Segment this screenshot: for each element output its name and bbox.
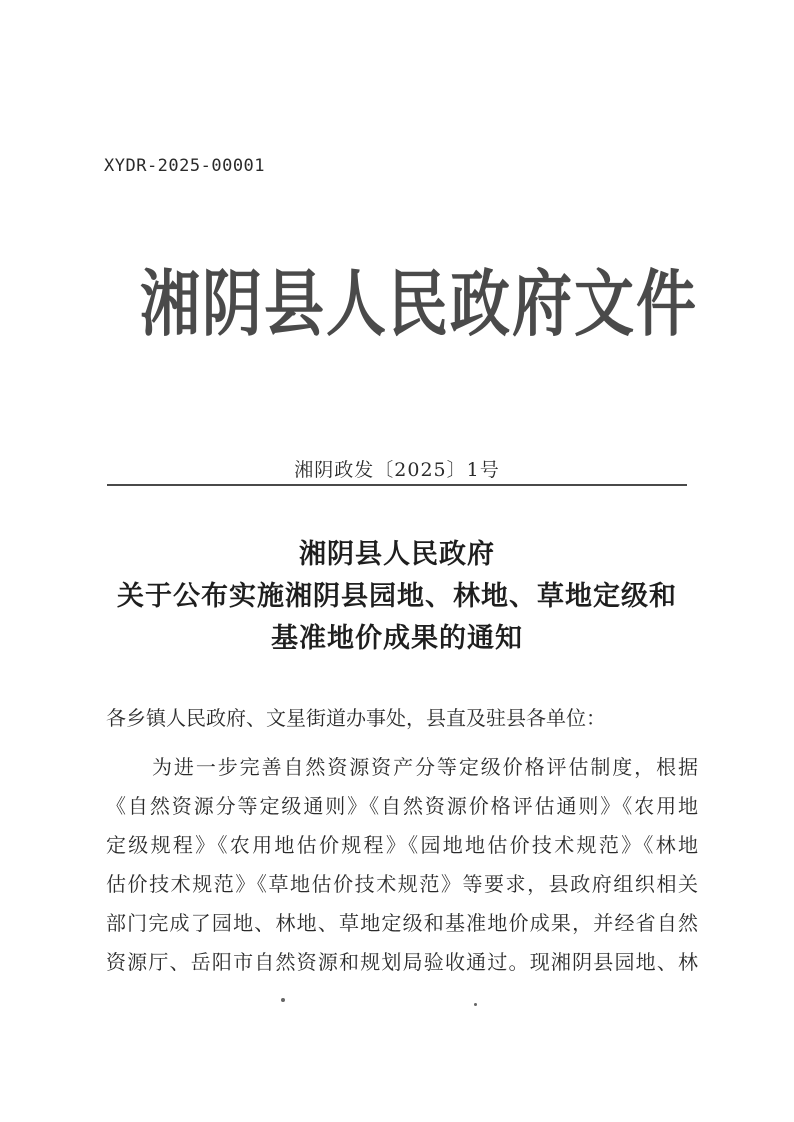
- body-line: 估价技术规范》《草地估价技术规范》等要求，县政府组织相关: [106, 872, 698, 896]
- scan-speck: [281, 998, 285, 1002]
- document-id: XYDR-2025-00001: [104, 156, 266, 176]
- title-line: 基准地价成果的通知: [271, 623, 523, 654]
- scan-speck: [474, 1003, 477, 1006]
- notice-title: [0, 534, 794, 660]
- body-line: 《自然资源分等定级通则》《自然资源价格评估通则》《农用地: [106, 794, 698, 818]
- body-line: 资源厅、岳阳市自然资源和规划局验收通过。现湘阴县园地、林: [106, 950, 698, 974]
- body-line: 部门完成了园地、林地、草地定级和基准地价成果，并经省自然: [106, 911, 698, 935]
- title-line: 关于公布实施湘阴县园地、林地、草地定级和: [117, 581, 677, 612]
- government-header-title: 湘阴县人民政府文件: [140, 263, 698, 348]
- salutation: 各乡镇人民政府、文星街道办事处，县直及驻县各单位：: [106, 706, 606, 730]
- body-line: 定级规程》《农用地估价规程》《园地地估价技术规范》《林地: [106, 833, 698, 857]
- body-paragraph: [106, 748, 698, 982]
- header-divider: [107, 484, 687, 486]
- document-number: 湘阴政发〔2025〕1号: [294, 459, 500, 481]
- title-line: 湘阴县人民政府: [299, 539, 495, 570]
- body-line: 为进一步完善自然资源资产分等定级价格评估制度，根据: [152, 755, 698, 779]
